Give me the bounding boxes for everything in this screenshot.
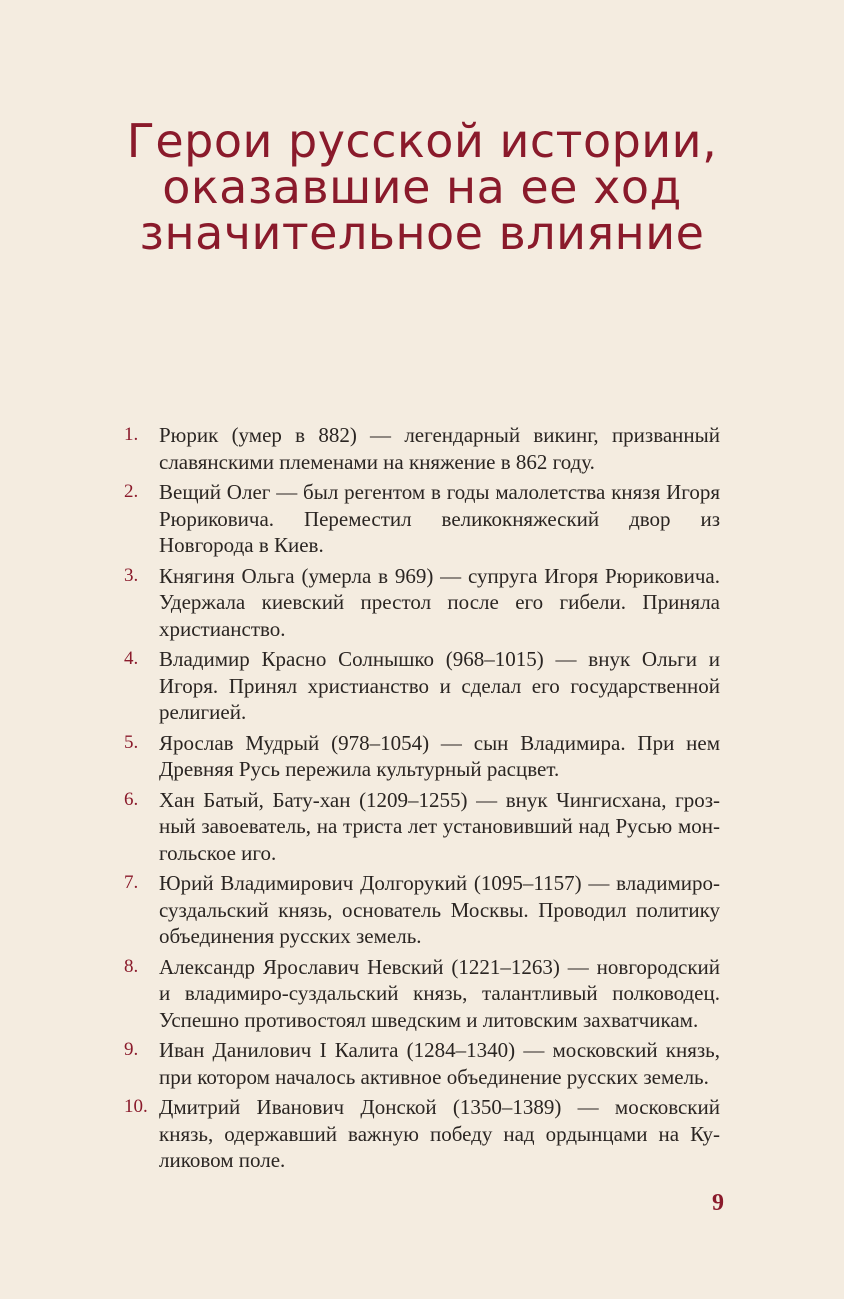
item-text: Ярослав Мудрый (978–1054) — сын Владимира. При нем Древняя Русь пережила культурный расцвет. bbox=[159, 730, 720, 781]
item-number: 2. bbox=[124, 481, 139, 502]
item-text: Дмитрий Иванович Донской (1350–1389) — московский князь, одержавший важную победу над ордынцами на Куликовом поле. bbox=[159, 1095, 720, 1172]
page-number: 9 bbox=[712, 1190, 724, 1216]
item-text: Иван Данилович I Калита (1284–1340) — московский князь, при котором началось активное объединение русских земель. bbox=[159, 1038, 720, 1089]
list-item bbox=[124, 1037, 720, 1090]
item-number: 3. bbox=[124, 564, 139, 586]
page-title bbox=[0, 114, 844, 260]
item-number: 1. bbox=[124, 424, 139, 445]
title-line-1: Герои русской истории, bbox=[126, 114, 718, 168]
item-text: Хан Батый, Бату-хан (1209–1255) — внук Чингисхана, грозный завоеватель, на триста лет установивший над Русью монгольское иго. bbox=[159, 787, 720, 865]
title-line-3: значительное влияние bbox=[139, 206, 705, 260]
item-text: Вещий Олег — был регентом в годы малолетства князя Игоря Рюриковича. Переместил великокняжеский двор из Новгорода в Киев. bbox=[159, 480, 720, 557]
list-item bbox=[124, 787, 720, 867]
item-text: Рюрик (умер в 882) — легендарный викинг, призванный славянскими племенами на княжение в 862 году. bbox=[159, 423, 720, 474]
item-number: 5. bbox=[124, 731, 139, 753]
item-number: 4. bbox=[124, 648, 139, 669]
item-text: Юрий Владимирович Долгорукий (1095–1157) — владимиро-суздальский князь, основатель Москвы. Проводил политику объединения русских земель. bbox=[159, 871, 720, 948]
item-number: 8. bbox=[124, 955, 139, 977]
item-number: 10. bbox=[124, 1096, 148, 1117]
item-number: 7. bbox=[124, 872, 139, 893]
list-item bbox=[124, 1094, 720, 1174]
list-item bbox=[124, 422, 720, 475]
list-item bbox=[124, 479, 720, 559]
item-text: Владимир Красно Солнышко (968–1015) — внук Ольги и Игоря. Принял христианство и сделал его государственной религией. bbox=[159, 647, 720, 724]
item-text: Александр Ярославич Невский (1221–1263) — новгородский и владимиро-суздальский князь, талантливый полководец. Успешно противостоял шведским и литовским захватчикам. bbox=[159, 954, 720, 1032]
list-item bbox=[124, 646, 720, 726]
item-number: 9. bbox=[124, 1039, 139, 1060]
title-line-2: оказавшие на ее ход bbox=[162, 160, 682, 214]
list-item bbox=[124, 730, 720, 783]
list-item bbox=[124, 954, 720, 1034]
list-item bbox=[124, 563, 720, 643]
heroes-list bbox=[124, 422, 720, 1178]
item-number: 6. bbox=[124, 788, 139, 810]
item-text: Княгиня Ольга (умерла в 969) — супруга Игоря Рюриковича. Удержала киевский престол после его гибели. Приняла христианство. bbox=[159, 563, 720, 641]
list-item bbox=[124, 870, 720, 950]
